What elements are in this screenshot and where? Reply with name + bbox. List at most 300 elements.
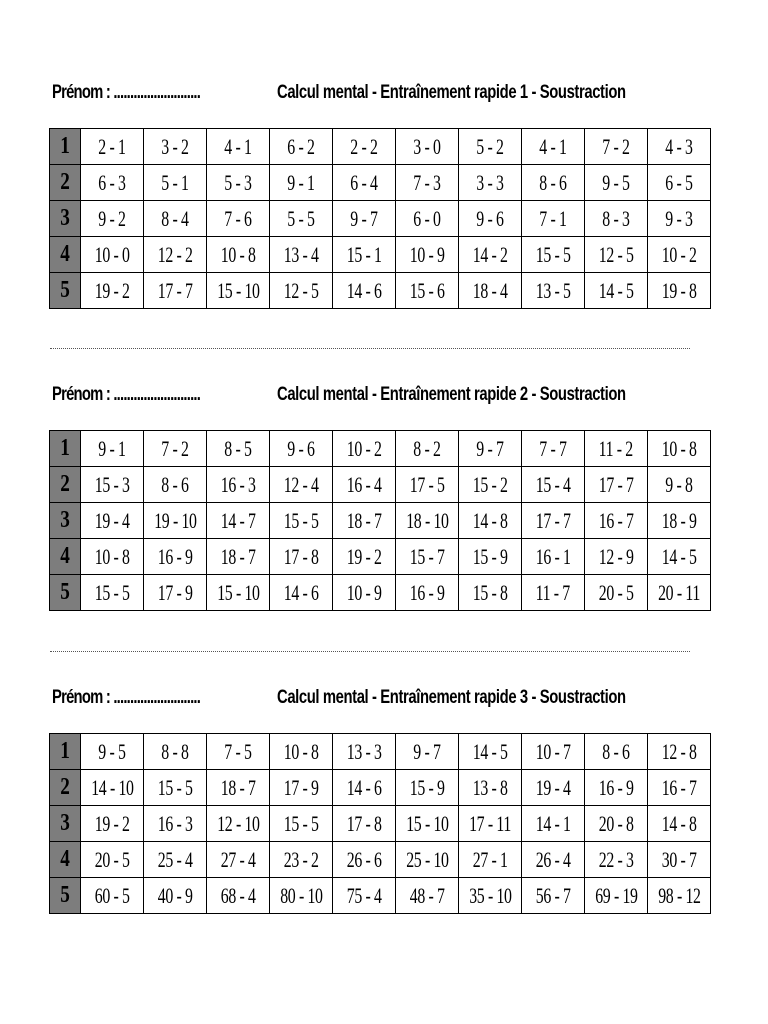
subtraction-exercise: 15 - 8 bbox=[472, 579, 508, 605]
subtraction-exercise: 13 - 5 bbox=[535, 277, 571, 303]
prenom-label: Prénom : .......................... bbox=[52, 687, 201, 708]
table-row bbox=[50, 734, 711, 770]
exercise-cell bbox=[270, 806, 333, 842]
subtraction-exercise: 7 - 7 bbox=[539, 435, 567, 461]
subtraction-exercise: 69 - 19 bbox=[594, 882, 638, 908]
worksheet-header bbox=[0, 78, 768, 108]
subtraction-exercise: 15 - 4 bbox=[535, 471, 571, 497]
exercise-cell bbox=[333, 539, 396, 575]
exercise-cell bbox=[648, 539, 711, 575]
subtraction-exercise: 14 - 2 bbox=[472, 241, 508, 267]
worksheet-header bbox=[0, 380, 768, 410]
subtraction-exercise: 9 - 6 bbox=[287, 435, 315, 461]
exercise-cell bbox=[648, 165, 711, 201]
subtraction-exercise: 17 - 7 bbox=[157, 277, 193, 303]
subtraction-exercise: 13 - 8 bbox=[472, 774, 508, 800]
subtraction-exercise: 15 - 9 bbox=[472, 543, 508, 569]
exercise-cell bbox=[459, 201, 522, 237]
subtraction-exercise: 5 - 1 bbox=[161, 169, 189, 195]
row-number bbox=[50, 431, 81, 467]
subtraction-exercise: 10 - 2 bbox=[661, 241, 697, 267]
table-row bbox=[50, 237, 711, 273]
subtraction-exercise: 27 - 1 bbox=[472, 846, 508, 872]
exercise-cell bbox=[333, 467, 396, 503]
exercise-cell bbox=[396, 237, 459, 273]
exercise-cell bbox=[270, 129, 333, 165]
subtraction-exercise: 9 - 1 bbox=[98, 435, 126, 461]
exercise-cell bbox=[396, 431, 459, 467]
subtraction-exercise: 9 - 7 bbox=[476, 435, 504, 461]
table-row bbox=[50, 878, 711, 914]
subtraction-exercise: 15 - 10 bbox=[405, 810, 449, 836]
subtraction-exercise: 22 - 3 bbox=[598, 846, 634, 872]
row-number-label: 1 bbox=[60, 133, 70, 159]
subtraction-exercise: 4 - 3 bbox=[665, 133, 693, 159]
exercise-cell bbox=[585, 575, 648, 611]
subtraction-exercise: 14 - 8 bbox=[661, 810, 697, 836]
subtraction-exercise: 75 - 4 bbox=[346, 882, 382, 908]
row-number bbox=[50, 806, 81, 842]
row-number bbox=[50, 273, 81, 309]
subtraction-exercise: 8 - 6 bbox=[161, 471, 189, 497]
exercise-cell bbox=[648, 467, 711, 503]
exercise-table bbox=[49, 733, 711, 914]
exercise-cell bbox=[81, 467, 144, 503]
exercise-cell bbox=[207, 467, 270, 503]
exercise-cell bbox=[207, 539, 270, 575]
row-number bbox=[50, 467, 81, 503]
subtraction-exercise: 6 - 5 bbox=[665, 169, 693, 195]
subtraction-exercise: 16 - 9 bbox=[157, 543, 193, 569]
table-row bbox=[50, 770, 711, 806]
subtraction-exercise: 12 - 4 bbox=[283, 471, 319, 497]
subtraction-exercise: 7 - 3 bbox=[413, 169, 441, 195]
exercise-cell bbox=[459, 129, 522, 165]
exercise-cell bbox=[81, 165, 144, 201]
exercise-cell bbox=[459, 770, 522, 806]
exercise-table bbox=[49, 128, 711, 309]
exercise-cell bbox=[270, 431, 333, 467]
exercise-cell bbox=[648, 431, 711, 467]
exercise-cell bbox=[459, 575, 522, 611]
exercise-cell bbox=[522, 878, 585, 914]
exercise-cell bbox=[270, 878, 333, 914]
subtraction-exercise: 12 - 9 bbox=[598, 543, 634, 569]
subtraction-exercise: 8 - 6 bbox=[602, 738, 630, 764]
subtraction-exercise: 9 - 2 bbox=[98, 205, 126, 231]
exercise-cell bbox=[648, 734, 711, 770]
exercise-cell bbox=[333, 842, 396, 878]
subtraction-exercise: 15 - 9 bbox=[409, 774, 445, 800]
row-number bbox=[50, 237, 81, 273]
subtraction-exercise: 12 - 10 bbox=[216, 810, 260, 836]
exercise-cell bbox=[81, 503, 144, 539]
subtraction-exercise: 16 - 3 bbox=[157, 810, 193, 836]
subtraction-exercise: 7 - 2 bbox=[602, 133, 630, 159]
subtraction-exercise: 20 - 8 bbox=[598, 810, 634, 836]
exercise-cell bbox=[207, 431, 270, 467]
exercise-cell bbox=[648, 575, 711, 611]
table-row bbox=[50, 273, 711, 309]
exercise-cell bbox=[396, 503, 459, 539]
exercise-cell bbox=[459, 842, 522, 878]
row-number bbox=[50, 842, 81, 878]
exercise-cell bbox=[144, 734, 207, 770]
subtraction-exercise: 14 - 7 bbox=[220, 507, 256, 533]
table-row bbox=[50, 806, 711, 842]
exercise-cell bbox=[144, 806, 207, 842]
exercise-cell bbox=[396, 273, 459, 309]
exercise-cell bbox=[333, 237, 396, 273]
exercise-cell bbox=[144, 237, 207, 273]
table-row bbox=[50, 201, 711, 237]
subtraction-exercise: 6 - 4 bbox=[350, 169, 378, 195]
dotted-separator bbox=[50, 651, 690, 652]
subtraction-exercise: 15 - 6 bbox=[409, 277, 445, 303]
exercise-cell bbox=[459, 237, 522, 273]
subtraction-exercise: 9 - 3 bbox=[665, 205, 693, 231]
exercise-cell bbox=[522, 575, 585, 611]
subtraction-exercise: 10 - 8 bbox=[661, 435, 697, 461]
row-number-label: 2 bbox=[60, 169, 70, 195]
subtraction-exercise: 18 - 9 bbox=[661, 507, 697, 533]
exercise-cell bbox=[270, 575, 333, 611]
subtraction-exercise: 10 - 8 bbox=[94, 543, 130, 569]
exercise-cell bbox=[207, 237, 270, 273]
subtraction-exercise: 9 - 5 bbox=[98, 738, 126, 764]
subtraction-exercise: 19 - 4 bbox=[535, 774, 571, 800]
subtraction-exercise: 5 - 5 bbox=[287, 205, 315, 231]
exercise-cell bbox=[522, 467, 585, 503]
exercise-cell bbox=[522, 806, 585, 842]
exercise-cell bbox=[522, 431, 585, 467]
subtraction-exercise: 3 - 0 bbox=[413, 133, 441, 159]
exercise-cell bbox=[459, 467, 522, 503]
subtraction-exercise: 7 - 1 bbox=[539, 205, 567, 231]
subtraction-exercise: 17 - 11 bbox=[469, 810, 511, 836]
worksheet-title: Calcul mental - Entraînement rapide 3 - Soustraction bbox=[277, 687, 626, 708]
exercise-cell bbox=[648, 237, 711, 273]
exercise-cell bbox=[522, 539, 585, 575]
exercise-cell bbox=[144, 273, 207, 309]
subtraction-exercise: 26 - 6 bbox=[346, 846, 382, 872]
exercise-cell bbox=[81, 237, 144, 273]
subtraction-exercise: 14 - 5 bbox=[598, 277, 634, 303]
exercise-cell bbox=[333, 431, 396, 467]
subtraction-exercise: 10 - 8 bbox=[220, 241, 256, 267]
exercise-cell bbox=[207, 503, 270, 539]
exercise-cell bbox=[207, 201, 270, 237]
subtraction-exercise: 80 - 10 bbox=[279, 882, 323, 908]
exercise-cell bbox=[81, 734, 144, 770]
exercise-cell bbox=[522, 201, 585, 237]
exercise-cell bbox=[585, 503, 648, 539]
exercise-cell bbox=[585, 806, 648, 842]
exercise-cell bbox=[648, 806, 711, 842]
subtraction-exercise: 7 - 6 bbox=[224, 205, 252, 231]
exercise-cell bbox=[270, 842, 333, 878]
dotted-separator bbox=[50, 348, 690, 349]
exercise-cell bbox=[459, 878, 522, 914]
subtraction-exercise: 68 - 4 bbox=[220, 882, 256, 908]
exercise-cell bbox=[459, 431, 522, 467]
row-number bbox=[50, 878, 81, 914]
row-number-label: 4 bbox=[60, 543, 70, 569]
row-number bbox=[50, 503, 81, 539]
subtraction-exercise: 14 - 5 bbox=[472, 738, 508, 764]
subtraction-exercise: 16 - 9 bbox=[598, 774, 634, 800]
exercise-cell bbox=[585, 273, 648, 309]
exercise-table bbox=[49, 430, 711, 611]
subtraction-exercise: 16 - 9 bbox=[409, 579, 445, 605]
exercise-cell bbox=[396, 539, 459, 575]
worksheet-title: Calcul mental - Entraînement rapide 2 - Soustraction bbox=[277, 384, 626, 405]
subtraction-exercise: 12 - 2 bbox=[157, 241, 193, 267]
subtraction-exercise: 14 - 6 bbox=[346, 774, 382, 800]
exercise-cell bbox=[270, 237, 333, 273]
exercise-cell bbox=[270, 539, 333, 575]
exercise-cell bbox=[585, 237, 648, 273]
subtraction-exercise: 10 - 8 bbox=[283, 738, 319, 764]
exercise-cell bbox=[144, 503, 207, 539]
subtraction-exercise: 15 - 5 bbox=[94, 579, 130, 605]
subtraction-exercise: 25 - 10 bbox=[405, 846, 449, 872]
exercise-cell bbox=[585, 539, 648, 575]
exercise-cell bbox=[270, 467, 333, 503]
exercise-cell bbox=[396, 770, 459, 806]
exercise-cell bbox=[585, 165, 648, 201]
subtraction-exercise: 10 - 2 bbox=[346, 435, 382, 461]
exercise-cell bbox=[459, 539, 522, 575]
exercise-cell bbox=[207, 770, 270, 806]
exercise-cell bbox=[396, 575, 459, 611]
subtraction-exercise: 9 - 7 bbox=[350, 205, 378, 231]
subtraction-exercise: 60 - 5 bbox=[94, 882, 130, 908]
prenom-label: Prénom : .......................... bbox=[52, 82, 201, 103]
exercise-cell bbox=[396, 842, 459, 878]
subtraction-exercise: 16 - 3 bbox=[220, 471, 256, 497]
exercise-cell bbox=[270, 503, 333, 539]
subtraction-exercise: 13 - 3 bbox=[346, 738, 382, 764]
subtraction-exercise: 5 - 3 bbox=[224, 169, 252, 195]
subtraction-exercise: 11 - 2 bbox=[598, 435, 634, 461]
row-number-label: 5 bbox=[60, 277, 70, 303]
subtraction-exercise: 8 - 4 bbox=[161, 205, 189, 231]
exercise-cell bbox=[270, 770, 333, 806]
subtraction-exercise: 18 - 7 bbox=[220, 774, 256, 800]
exercise-cell bbox=[585, 431, 648, 467]
row-number-label: 2 bbox=[60, 471, 70, 497]
subtraction-exercise: 18 - 10 bbox=[405, 507, 449, 533]
exercise-cell bbox=[585, 842, 648, 878]
row-number-label: 3 bbox=[60, 205, 70, 231]
subtraction-exercise: 10 - 9 bbox=[409, 241, 445, 267]
subtraction-exercise: 15 - 7 bbox=[409, 543, 445, 569]
exercise-cell bbox=[648, 770, 711, 806]
exercise-cell bbox=[585, 129, 648, 165]
exercise-cell bbox=[207, 842, 270, 878]
subtraction-exercise: 17 - 9 bbox=[157, 579, 193, 605]
subtraction-exercise: 8 - 5 bbox=[224, 435, 252, 461]
subtraction-exercise: 15 - 3 bbox=[94, 471, 130, 497]
subtraction-exercise: 20 - 11 bbox=[658, 579, 700, 605]
subtraction-exercise: 19 - 2 bbox=[94, 277, 130, 303]
exercise-cell bbox=[396, 467, 459, 503]
exercise-cell bbox=[648, 129, 711, 165]
row-number bbox=[50, 129, 81, 165]
subtraction-exercise: 10 - 7 bbox=[535, 738, 571, 764]
subtraction-exercise: 15 - 5 bbox=[535, 241, 571, 267]
exercise-cell bbox=[333, 734, 396, 770]
subtraction-exercise: 12 - 5 bbox=[283, 277, 319, 303]
row-number bbox=[50, 539, 81, 575]
subtraction-exercise: 19 - 2 bbox=[94, 810, 130, 836]
exercise-cell bbox=[585, 770, 648, 806]
subtraction-exercise: 17 - 8 bbox=[346, 810, 382, 836]
subtraction-exercise: 4 - 1 bbox=[224, 133, 252, 159]
exercise-cell bbox=[270, 201, 333, 237]
subtraction-exercise: 15 - 5 bbox=[157, 774, 193, 800]
subtraction-exercise: 5 - 2 bbox=[476, 133, 504, 159]
exercise-cell bbox=[522, 503, 585, 539]
row-number-label: 5 bbox=[60, 579, 70, 605]
table-row bbox=[50, 467, 711, 503]
exercise-cell bbox=[333, 201, 396, 237]
subtraction-exercise: 19 - 10 bbox=[153, 507, 197, 533]
exercise-cell bbox=[207, 273, 270, 309]
subtraction-exercise: 14 - 5 bbox=[661, 543, 697, 569]
exercise-cell bbox=[144, 539, 207, 575]
subtraction-exercise: 11 - 7 bbox=[535, 579, 571, 605]
exercise-cell bbox=[270, 165, 333, 201]
row-number-label: 3 bbox=[60, 507, 70, 533]
subtraction-exercise: 19 - 2 bbox=[346, 543, 382, 569]
exercise-cell bbox=[585, 201, 648, 237]
exercise-cell bbox=[396, 806, 459, 842]
exercise-cell bbox=[459, 734, 522, 770]
subtraction-exercise: 14 - 10 bbox=[90, 774, 134, 800]
subtraction-exercise: 15 - 2 bbox=[472, 471, 508, 497]
exercise-cell bbox=[207, 734, 270, 770]
exercise-cell bbox=[333, 273, 396, 309]
exercise-cell bbox=[207, 806, 270, 842]
table-row bbox=[50, 165, 711, 201]
exercise-cell bbox=[144, 467, 207, 503]
exercise-cell bbox=[333, 503, 396, 539]
row-number bbox=[50, 201, 81, 237]
worksheet-title: Calcul mental - Entraînement rapide 1 - Soustraction bbox=[277, 82, 626, 103]
subtraction-exercise: 9 - 8 bbox=[665, 471, 693, 497]
subtraction-exercise: 12 - 8 bbox=[661, 738, 697, 764]
subtraction-exercise: 16 - 4 bbox=[346, 471, 382, 497]
exercise-cell bbox=[522, 165, 585, 201]
exercise-cell bbox=[522, 129, 585, 165]
subtraction-exercise: 10 - 0 bbox=[94, 241, 130, 267]
subtraction-exercise: 48 - 7 bbox=[409, 882, 445, 908]
subtraction-exercise: 98 - 12 bbox=[657, 882, 701, 908]
subtraction-exercise: 40 - 9 bbox=[157, 882, 193, 908]
row-number bbox=[50, 575, 81, 611]
subtraction-exercise: 6 - 2 bbox=[287, 133, 315, 159]
row-number-label: 1 bbox=[60, 738, 70, 764]
exercise-cell bbox=[81, 878, 144, 914]
subtraction-exercise: 17 - 5 bbox=[409, 471, 445, 497]
exercise-cell bbox=[144, 575, 207, 611]
exercise-cell bbox=[81, 273, 144, 309]
subtraction-exercise: 12 - 5 bbox=[598, 241, 634, 267]
exercise-cell bbox=[522, 237, 585, 273]
subtraction-exercise: 16 - 7 bbox=[598, 507, 634, 533]
subtraction-exercise: 7 - 2 bbox=[161, 435, 189, 461]
subtraction-exercise: 26 - 4 bbox=[535, 846, 571, 872]
exercise-cell bbox=[648, 273, 711, 309]
exercise-cell bbox=[585, 734, 648, 770]
subtraction-exercise: 14 - 6 bbox=[283, 579, 319, 605]
exercise-cell bbox=[396, 734, 459, 770]
exercise-cell bbox=[144, 842, 207, 878]
prenom-label: Prénom : .......................... bbox=[52, 384, 201, 405]
exercise-cell bbox=[333, 806, 396, 842]
subtraction-exercise: 8 - 2 bbox=[413, 435, 441, 461]
subtraction-exercise: 8 - 8 bbox=[161, 738, 189, 764]
exercise-cell bbox=[522, 842, 585, 878]
exercise-cell bbox=[270, 734, 333, 770]
exercise-cell bbox=[81, 575, 144, 611]
table-row bbox=[50, 431, 711, 467]
exercise-cell bbox=[81, 201, 144, 237]
subtraction-exercise: 9 - 6 bbox=[476, 205, 504, 231]
subtraction-exercise: 15 - 5 bbox=[283, 810, 319, 836]
exercise-cell bbox=[81, 770, 144, 806]
subtraction-exercise: 10 - 9 bbox=[346, 579, 382, 605]
subtraction-exercise: 56 - 7 bbox=[535, 882, 571, 908]
exercise-cell bbox=[144, 878, 207, 914]
subtraction-exercise: 17 - 7 bbox=[535, 507, 571, 533]
exercise-cell bbox=[333, 129, 396, 165]
row-number-label: 5 bbox=[60, 882, 70, 908]
subtraction-exercise: 17 - 9 bbox=[283, 774, 319, 800]
exercise-cell bbox=[396, 165, 459, 201]
row-number-label: 3 bbox=[60, 810, 70, 836]
table-row bbox=[50, 503, 711, 539]
exercise-cell bbox=[207, 129, 270, 165]
subtraction-exercise: 9 - 7 bbox=[413, 738, 441, 764]
row-number bbox=[50, 734, 81, 770]
exercise-cell bbox=[522, 734, 585, 770]
row-number-label: 2 bbox=[60, 774, 70, 800]
exercise-cell bbox=[333, 575, 396, 611]
row-number-label: 4 bbox=[60, 846, 70, 872]
row-number-label: 1 bbox=[60, 435, 70, 461]
row-number bbox=[50, 770, 81, 806]
subtraction-exercise: 9 - 5 bbox=[602, 169, 630, 195]
exercise-cell bbox=[81, 431, 144, 467]
subtraction-exercise: 18 - 7 bbox=[346, 507, 382, 533]
exercise-cell bbox=[459, 273, 522, 309]
exercise-cell bbox=[396, 201, 459, 237]
exercise-cell bbox=[81, 842, 144, 878]
exercise-cell bbox=[81, 806, 144, 842]
subtraction-exercise: 9 - 1 bbox=[287, 169, 315, 195]
exercise-cell bbox=[459, 165, 522, 201]
exercise-cell bbox=[144, 201, 207, 237]
subtraction-exercise: 6 - 0 bbox=[413, 205, 441, 231]
subtraction-exercise: 2 - 1 bbox=[98, 133, 126, 159]
subtraction-exercise: 19 - 8 bbox=[661, 277, 697, 303]
subtraction-exercise: 15 - 10 bbox=[216, 277, 260, 303]
exercise-cell bbox=[333, 878, 396, 914]
subtraction-exercise: 3 - 2 bbox=[161, 133, 189, 159]
